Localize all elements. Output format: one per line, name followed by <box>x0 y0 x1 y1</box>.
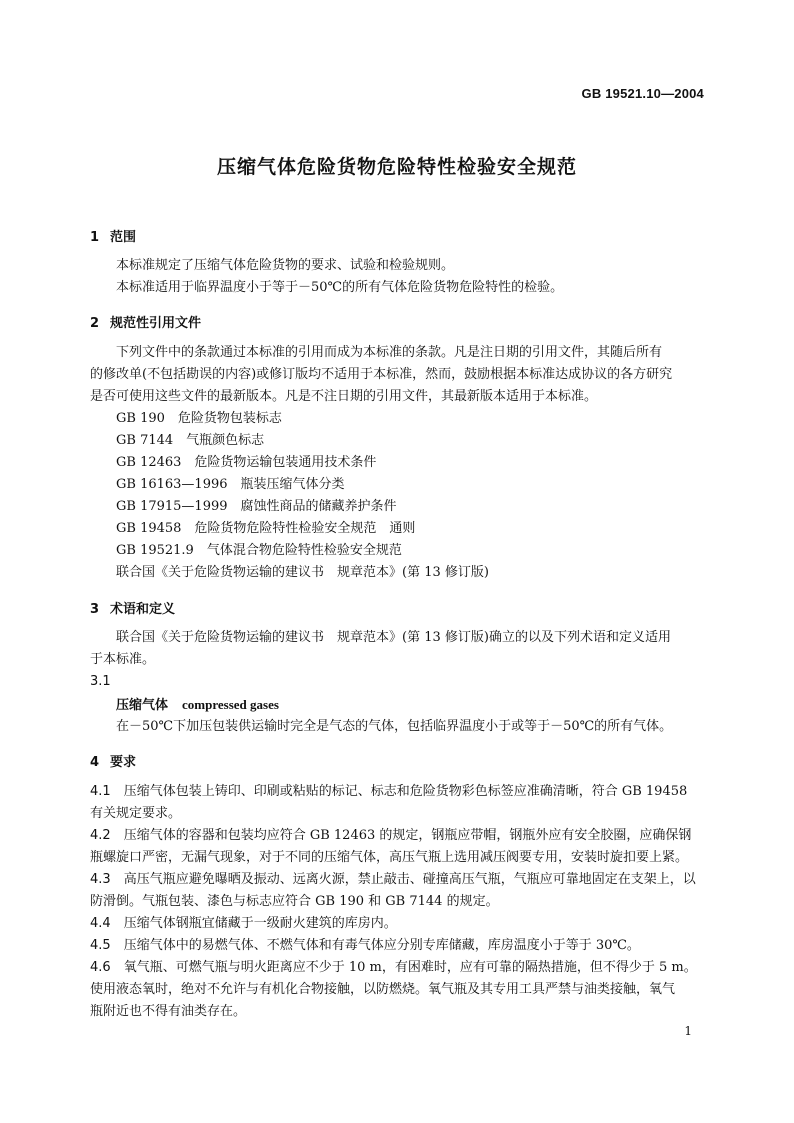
item-text: 压缩气体中的易燃气体、不燃气体和有毒气体应分别专库储藏，库房温度小于等于 30℃。 <box>123 938 640 953</box>
item-text: 高压气瓶应避免曝晒及振动、远离火源，禁止敲击、碰撞高压气瓶，气瓶应可靠地固定在支架上，以 <box>123 872 696 887</box>
requirement-item-4-6 <box>90 960 697 976</box>
section-title: 范围 <box>110 230 137 245</box>
requirement-item-4-5 <box>90 938 640 954</box>
reference-item: 联合国《关于危险货物运输的建议书 规章范本》(第 13 修订版) <box>116 565 489 580</box>
document-title: 压缩气体危险货物危险特性检验安全规范 <box>216 156 577 178</box>
section-number: 3 <box>90 602 100 617</box>
item-number: 4.2 <box>90 828 111 843</box>
paragraph-line: 下列文件中的条款通过本标准的引用而成为本标准的条款。凡是注日期的引用文件，其随后所有 <box>116 345 663 360</box>
reference-item: GB 17915—1999 腐蚀性商品的储藏养护条件 <box>116 499 397 514</box>
section-title: 要求 <box>110 755 137 770</box>
item-continuation: 防滑倒。气瓶包装、漆色与标志应符合 GB 190 和 GB 7144 的规定。 <box>90 894 499 909</box>
item-continuation: 瓶螺旋口严密，无漏气现象，对于不同的压缩气体，高压气瓶上选用减压阀要专用，安装时旋扣要上紧。 <box>90 850 689 865</box>
reference-item: GB 19521.9 气体混合物危险特性检验安全规范 <box>116 543 402 558</box>
paragraph-line: 于本标准。 <box>90 652 156 667</box>
section-heading-2 <box>90 312 201 331</box>
standard-code: GB 19521.10—2004 <box>581 86 704 101</box>
term-english: compressed gases <box>182 697 279 712</box>
item-number: 4.4 <box>90 916 111 931</box>
section-title: 规范性引用文件 <box>110 316 202 331</box>
page-number: 1 <box>684 1024 692 1038</box>
reference-item: GB 19458 危险货物危险特性检验安全规范 通则 <box>116 521 416 536</box>
requirement-item-4-4 <box>90 916 397 932</box>
item-text: 压缩气体钢瓶宜储藏于一级耐火建筑的库房内。 <box>123 916 397 931</box>
section-title: 术语和定义 <box>110 602 176 617</box>
requirement-item-4-2 <box>90 828 691 844</box>
term-definition: 在－50℃下加压包装供运输时完全是气态的气体，包括临界温度小于或等于－50℃的所有气体。 <box>116 719 673 734</box>
requirement-item-4-3 <box>90 872 696 888</box>
paragraph-line: 联合国《关于危险货物运输的建议书 规章范本》(第 13 修订版)确立的以及下列术语和定义适用 <box>116 630 671 645</box>
item-number: 4.6 <box>90 960 111 975</box>
term-entry <box>116 697 279 714</box>
paragraph: 本标准规定了压缩气体危险货物的要求、试验和检验规则。 <box>116 258 455 273</box>
section-number: 2 <box>90 316 100 331</box>
section-heading-4 <box>90 751 136 770</box>
item-continuation: 有关规定要求。 <box>90 806 182 821</box>
section-number: 4 <box>90 755 100 770</box>
item-continuation: 瓶附近也不得有油类存在。 <box>90 1004 247 1019</box>
item-text: 压缩气体的容器和包装均应符合 GB 12463 的规定，钢瓶应带帽，钢瓶外应有安全胶圈，应确保钢 <box>123 828 692 843</box>
paragraph-line: 的修改单(不包括勘误的内容)或修订版均不适用于本标准，然而，鼓励根据本标准达成协议的各方研究 <box>90 367 673 382</box>
item-text: 氧气瓶、可燃气瓶与明火距离应不少于 10 m，有困难时，应有可靠的隔热措施，但不得少于 5 m。 <box>123 960 697 975</box>
section-heading-1 <box>90 226 136 245</box>
section-heading-3 <box>90 598 175 617</box>
reference-item: GB 12463 危险货物运输包装通用技术条件 <box>116 455 377 470</box>
paragraph: 本标准适用于临界温度小于等于－50℃的所有气体危险货物危险特性的检验。 <box>116 280 564 295</box>
item-number: 4.1 <box>90 784 111 799</box>
paragraph-line: 是否可使用这些文件的最新版本。凡是不注日期的引用文件，其最新版本适用于本标准。 <box>90 389 598 404</box>
reference-item: GB 190 危险货物包装标志 <box>116 411 282 426</box>
section-number: 1 <box>90 230 100 245</box>
term-chinese: 压缩气体 <box>116 698 169 713</box>
reference-item: GB 7144 气瓶颜色标志 <box>116 433 265 448</box>
item-text: 压缩气体包装上铸印、印刷或粘贴的标记、标志和危险货物彩色标签应准确清晰，符合 GB 19458 <box>123 784 688 799</box>
item-number: 4.3 <box>90 872 111 887</box>
reference-item: GB 16163—1996 瓶装压缩气体分类 <box>116 477 345 492</box>
item-number: 4.5 <box>90 938 111 953</box>
requirement-item-4-1 <box>90 784 687 800</box>
subsection-number: 3.1 <box>90 674 111 689</box>
item-continuation: 使用液态氧时，绝对不允许与有机化合物接触，以防燃烧。氧气瓶及其专用工具严禁与油类接触，氧气 <box>90 982 676 997</box>
